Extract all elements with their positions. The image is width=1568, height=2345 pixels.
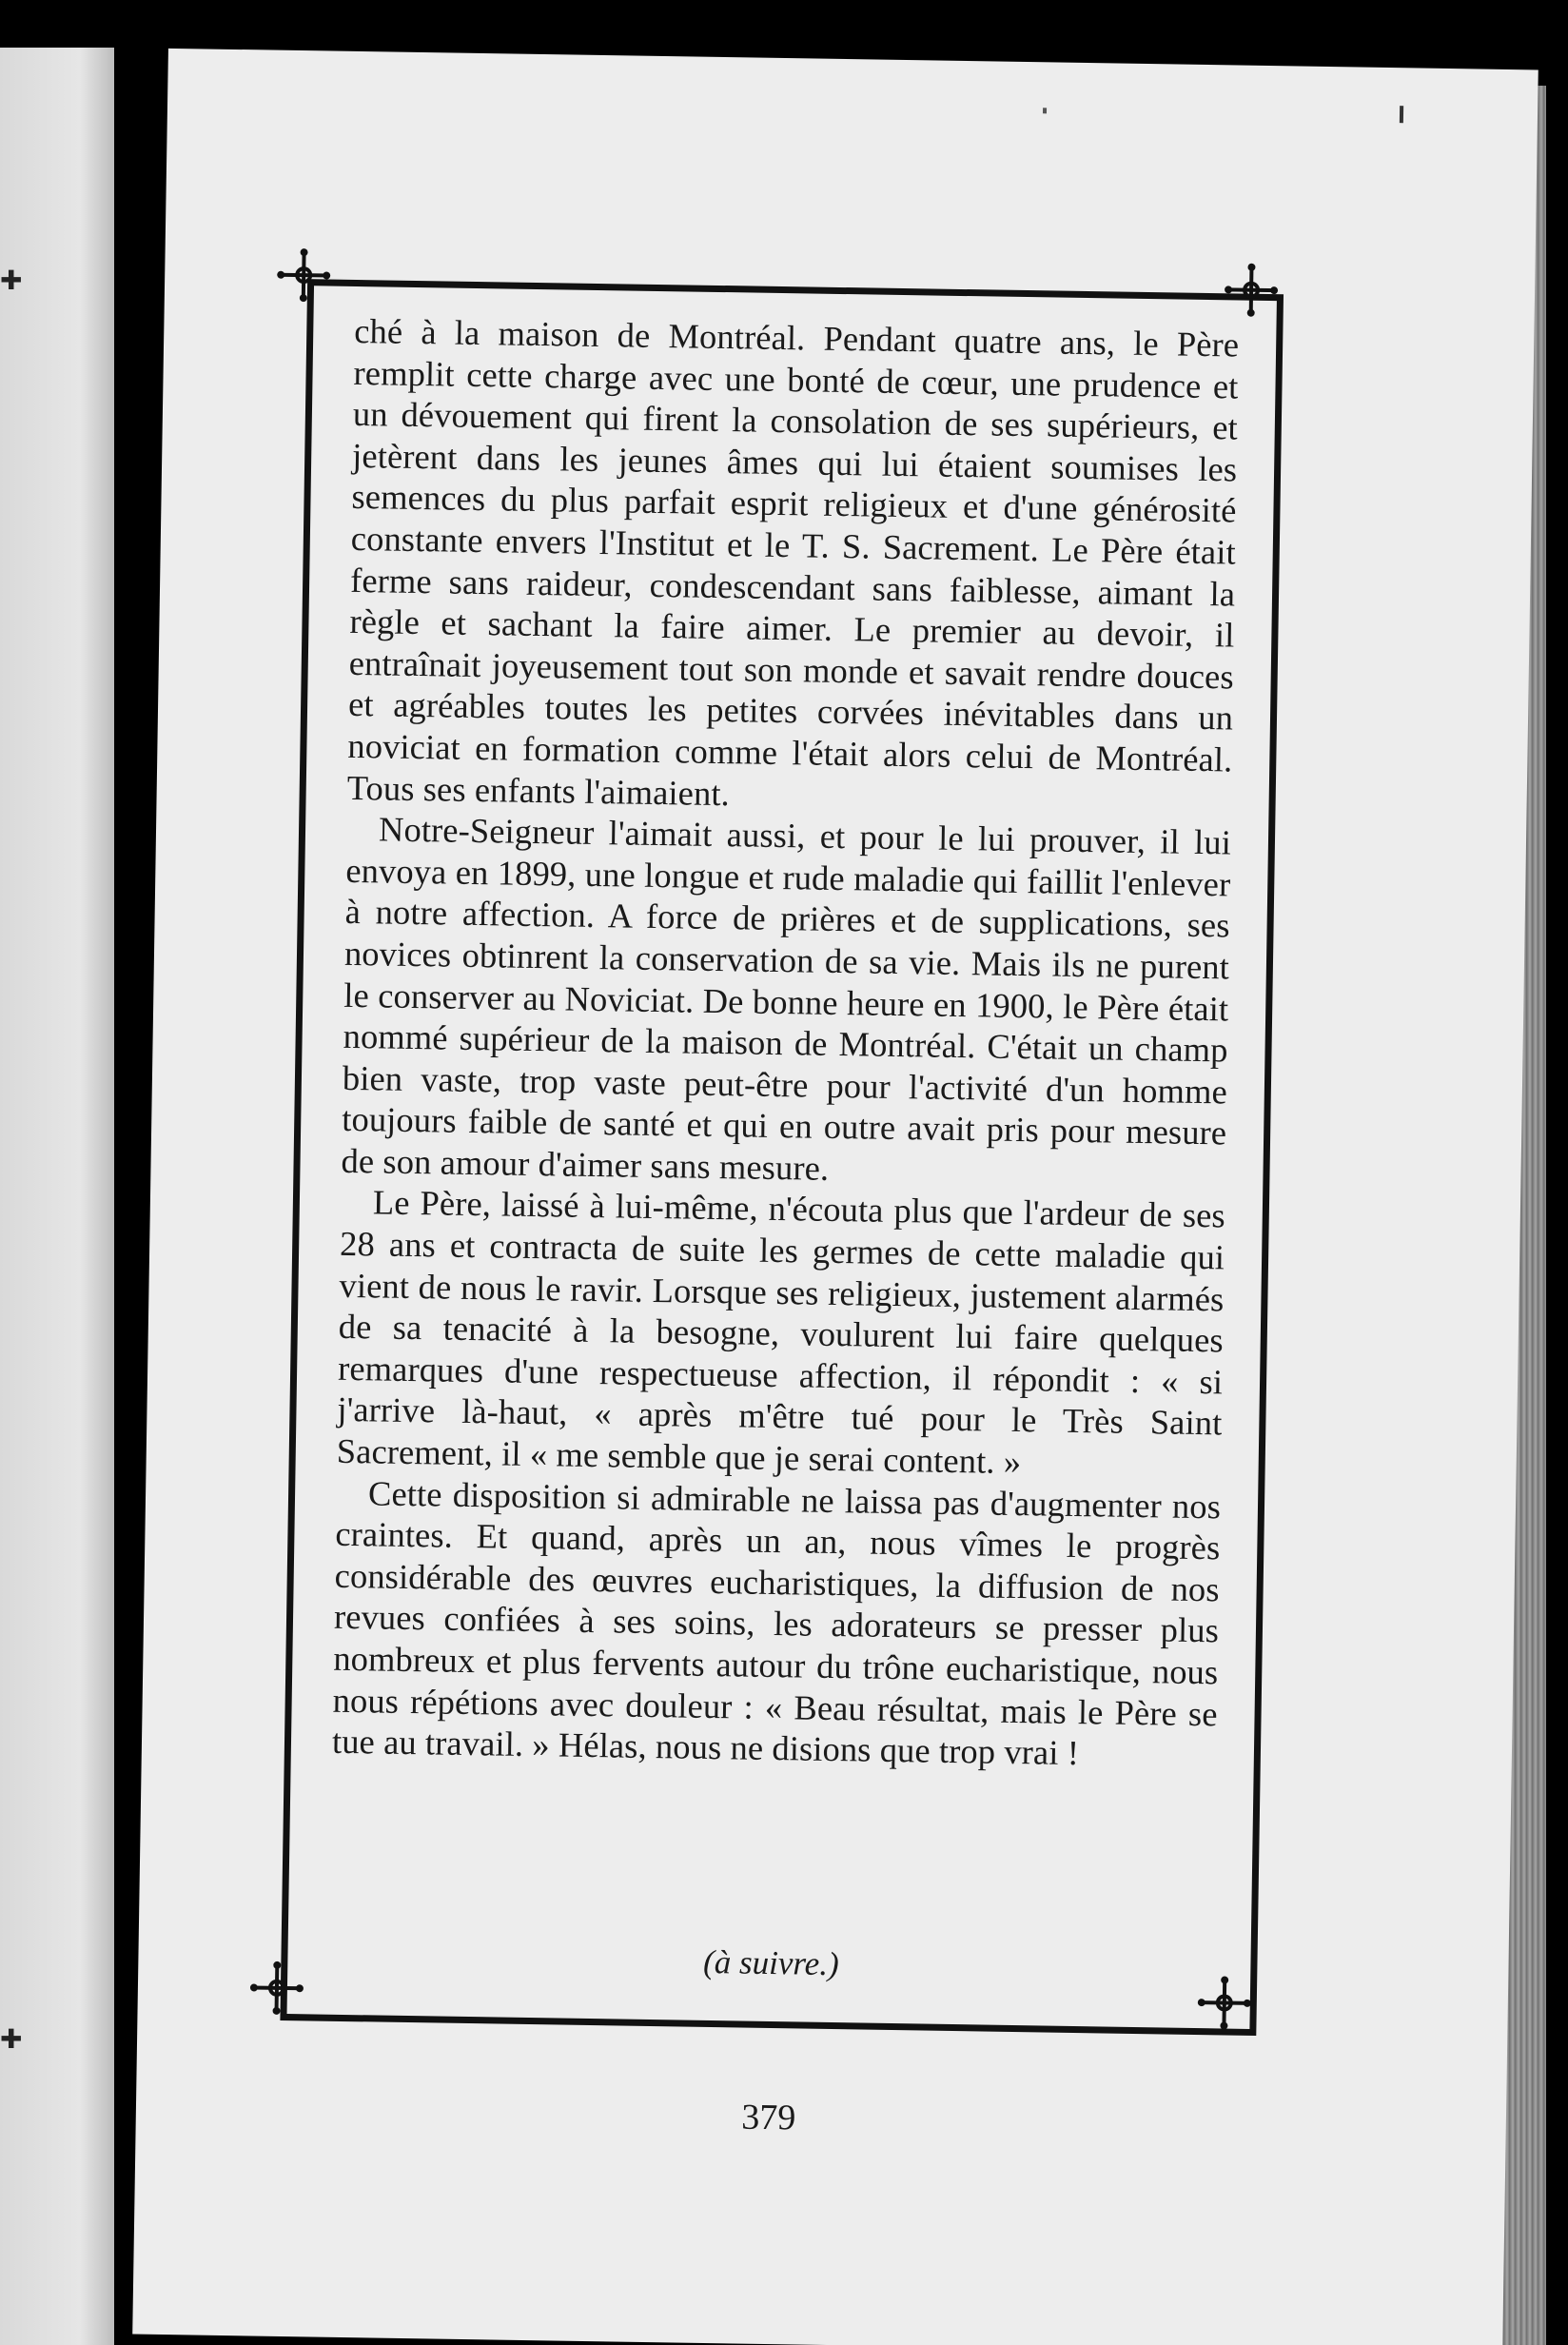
page-mark [1400,106,1403,123]
paragraph: ché à la maison de Montréal. Pendant quatre ans, le Père remplit cette charge avec une bonté de cœur, une prudence et un dévouement qui firent la consolation de ses supérieurs, et jetèrent dans les jeunes âmes qui lui étaient soumises les semences du plus parfait esprit religieux et d'une générosité constante envers l'Institut et le T. S. Sacrement. Le Père était ferme sans raideur, condescendant sans faiblesse, aimant la règle et sachant la faire aimer. Le premier au devoir, il entraînait joyeusement tout son monde et savait rendre douces et agréables toutes les petites corvées inévitables dans un noviciat en formation comme l'était alors celui de Montréal. Tous ses enfants l'aimaient. [346,310,1240,813]
page-mark [1043,108,1047,113]
fleur-cross-ornament-icon [275,246,333,305]
ornament-fragment-icon: ✚ [0,2023,23,2055]
continuation-note-text: (à suivre.) [702,1942,839,1983]
paragraph: Cette disposition si admirable ne laissa pas d'augmenter nos craintes. Et quand, après un an, nous vîmes le progrès considérable des œuvres eucharistiques, la diffusion de nos revues confiées à ses soins, les adorateurs se presser plus nombreux et plus fervents autour du trône eucharistique, nous nous répétions avec douleur : « Beau résultat, mais le Père se tue au travail. » Hélas, nous ne disions que trop vrai ! [331,1472,1222,1773]
body-text [332,310,1240,1776]
facing-page-edge [0,48,114,2345]
page-number: 379 [741,2097,796,2138]
book-page [132,49,1539,2345]
fleur-cross-ornament-icon [1223,261,1281,319]
paragraph: Notre-Seigneur l'aimait aussi, et pour le lui prouver, il lui envoya en 1899, une longue et rude maladie qui faillit l'enlever à notre affection. A force de prières et de supplications, ses novices obtinrent la conservation de sa vie. Mais ils ne purent le conserver au Noviciat. De bonne heure en 1900, le Père était nommé supérieur de la maison de Montréal. C'était un champ bien vaste, trop vaste peut-être pour l'activité d'un homme toujours faible de santé et qui en outre avait pris pour mesure de son amour d'aimer sans mesure. [341,809,1232,1188]
fleur-cross-ornament-icon [247,1959,305,2017]
ornament-fragment-icon: ✚ [0,265,23,296]
paragraph: Le Père, laissé à lui-même, n'écouta plus que l'ardeur de ses 28 ans et contracta de suite les germes de cette maladie qui vient de nous le ravir. Lorsque ses religieux, justement alarmés de sa tenacité à la besogne, voulurent lui faire quelques remarques d'une respectueuse affection, il répondit : « si j'arrive là-haut, « après m'être tué pour le Très Saint Sacrement, il « me semble que je serai content. » [336,1182,1226,1482]
